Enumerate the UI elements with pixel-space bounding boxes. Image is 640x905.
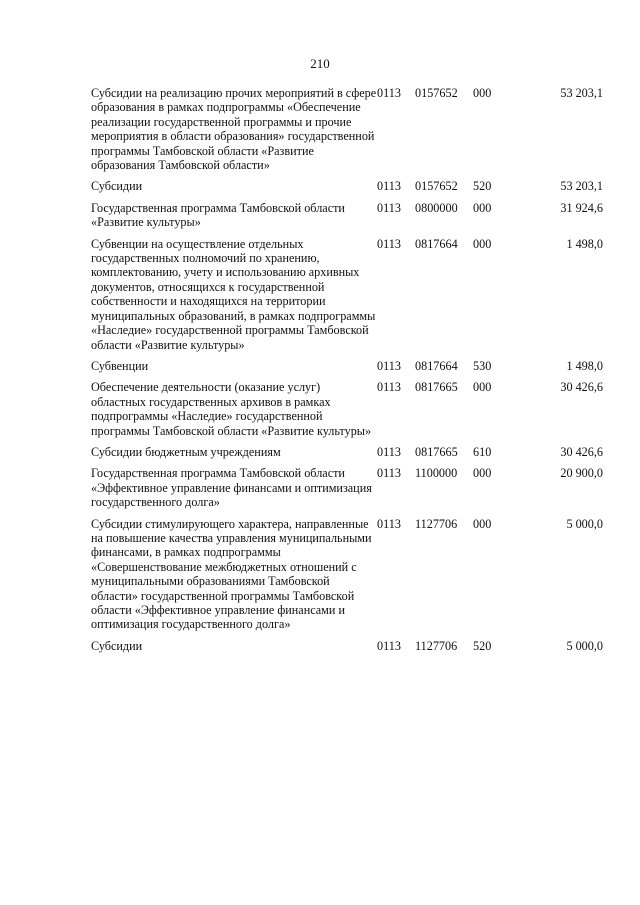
row-expense-type-code: 530 xyxy=(473,358,492,373)
row-target-code: 0817665 xyxy=(415,444,458,459)
row-name: Субвенции xyxy=(91,358,149,373)
row-section-code: 0113 xyxy=(377,380,401,395)
row-target-code: 1127706 xyxy=(415,638,458,653)
row-section-code: 0113 xyxy=(377,86,401,100)
row-expense-type-code: 520 xyxy=(473,638,492,653)
row-name: Субсидии xyxy=(91,638,143,653)
row-sum: 31 924,6 xyxy=(560,200,603,215)
row-section-code: 0113 xyxy=(377,466,401,481)
row-section-code: 0113 xyxy=(377,358,401,373)
row-sum: 5 000,0 xyxy=(566,516,603,531)
row-section-code: 0113 xyxy=(377,200,401,215)
row-section-code: 0113 xyxy=(377,638,401,653)
row-target-code: 0817664 xyxy=(415,358,458,373)
row-expense-type-code: 610 xyxy=(473,444,492,459)
row-expense-type-code: 000 xyxy=(473,200,492,215)
row-target-code: 0817665 xyxy=(415,380,458,395)
table-row xyxy=(91,86,603,179)
row-name: Субсидии стимулирующего характера, направленные на повышение качества управления муниципальными финансами, в рамках подпрограммы «Совершенствование межбюджетных отношений с муниципальными образованиями Тамбовской области» государственной программы Тамбовской области «Эффективное управление финансами и оптимизация государственного долга» xyxy=(91,516,372,632)
row-name: Государственная программа Тамбовской области «Развитие культуры» xyxy=(91,200,345,230)
row-expense-type-code: 000 xyxy=(473,380,492,395)
table-row xyxy=(91,201,603,237)
row-sum: 53 203,1 xyxy=(560,179,603,194)
row-name: Субсидии бюджетным учреждениям xyxy=(91,444,281,459)
table-row xyxy=(91,179,603,200)
row-name: Обеспечение деятельности (оказание услуг) областных государственных архивов в рамках подпрограммы «Наследие» государственной программы Тамбовской области «Развитие культуры» xyxy=(91,380,372,438)
table-row xyxy=(91,237,603,359)
budget-table xyxy=(91,86,603,660)
table-row xyxy=(91,359,603,380)
row-name: Субвенции на осуществление отдельных государственных полномочий по хранению, комплектованию, учету и использованию архивных документов, относящихся к государственной собственности и находящихся на территории муниципальных образований, в рамках подпрограммы «Наследие» государственной программы Тамбовской области «Развитие культуры» xyxy=(91,236,376,352)
row-target-code: 1100000 xyxy=(415,466,458,481)
row-sum: 1 498,0 xyxy=(566,236,603,251)
row-section-code: 0113 xyxy=(377,179,401,194)
row-target-code: 0157652 xyxy=(415,86,458,100)
row-expense-type-code: 520 xyxy=(473,179,492,194)
row-name: Субсидии xyxy=(91,179,143,194)
page-number: 210 xyxy=(310,56,330,71)
row-expense-type-code: 000 xyxy=(473,516,492,531)
table-row xyxy=(91,380,603,445)
row-section-code: 0113 xyxy=(377,444,401,459)
table-row xyxy=(91,445,603,466)
row-section-code: 0113 xyxy=(377,516,401,531)
row-sum: 30 426,6 xyxy=(560,380,603,395)
row-sum: 30 426,6 xyxy=(560,444,603,459)
row-target-code: 0817664 xyxy=(415,236,458,251)
row-sum: 5 000,0 xyxy=(566,638,603,653)
table-row xyxy=(91,517,603,639)
row-expense-type-code: 000 xyxy=(473,236,492,251)
row-name: Государственная программа Тамбовской области «Эффективное управление финансами и оптимизация государственного долга» xyxy=(91,466,372,510)
row-target-code: 0800000 xyxy=(415,200,458,215)
table-row xyxy=(91,466,603,516)
row-sum: 53 203,1 xyxy=(560,86,603,100)
row-name: Субсидии на реализацию прочих мероприятий в сфере образования в рамках подпрограммы «Обеспечение реализации государственной программы и прочие мероприятия в области образования» государственной программы Тамбовской области «Развитие образования Тамбовской области» xyxy=(91,86,377,173)
row-sum: 1 498,0 xyxy=(566,358,603,373)
row-expense-type-code: 000 xyxy=(473,466,492,481)
row-section-code: 0113 xyxy=(377,236,401,251)
row-sum: 20 900,0 xyxy=(560,466,603,481)
row-target-code: 1127706 xyxy=(415,516,458,531)
row-expense-type-code: 000 xyxy=(473,86,492,100)
row-target-code: 0157652 xyxy=(415,179,458,194)
table-row xyxy=(91,639,603,660)
